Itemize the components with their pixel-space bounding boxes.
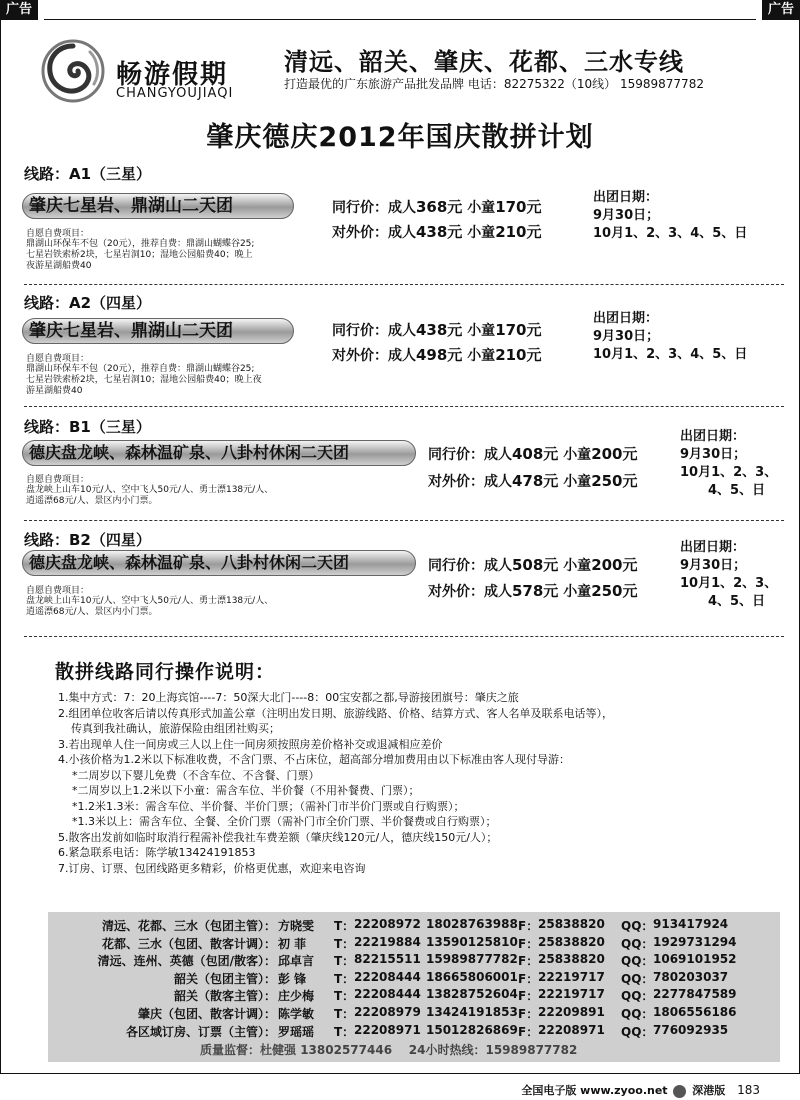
contact-role: 花都、三水（包团、散客计调）： — [101, 936, 276, 951]
ops-item: *1.3米以上：需含车位、全餐、全价门票（需补门市全价门票、半价餐费或自行购票）； — [72, 815, 497, 828]
contact-mobile: 15989877782 — [426, 952, 518, 967]
contact-t-label: T： — [334, 954, 355, 969]
contact-qq-label: QQ： — [621, 954, 654, 969]
contact-t-label: T： — [334, 971, 355, 986]
contact-tel: 22219884 — [354, 934, 421, 949]
trade-price: 同行价：成人368元 小童170元 — [332, 198, 542, 216]
contact-mobile: 18665806001 — [426, 969, 518, 984]
contact-qq: 1929731294 — [653, 934, 737, 949]
trade-price: 同行价：成人408元 小童200元 — [428, 445, 638, 463]
contact-t-label: T： — [334, 1024, 355, 1039]
contact-tel: 22208444 — [354, 969, 421, 984]
contact-qq-label: QQ： — [621, 919, 654, 933]
contact-row — [48, 1023, 780, 1040]
top-border — [44, 19, 756, 20]
page-footer — [521, 1082, 760, 1098]
optional-items-label: 自愿自费项目： — [26, 475, 90, 485]
contact-fax: 25838820 — [538, 917, 605, 931]
route-name-banner: 德庆盘龙峡、森林温矿泉、八卦村休闲二天团 — [22, 440, 416, 466]
contact-qq-label: QQ： — [621, 1024, 654, 1039]
contact-f-label: F： — [518, 936, 539, 951]
ops-item: 4.小孩价格为1.2米以下标准收费，不含门票、不占床位，超高部分增加费用由以下标准由客人现付导游： — [58, 753, 570, 766]
contact-f-label: F： — [518, 1024, 539, 1039]
contact-qq: 780203037 — [653, 969, 729, 984]
contact-row — [48, 1005, 780, 1022]
quality-supervision: 质量监督：杜健强 13802577446 24小时热线：15989877782 — [200, 1043, 578, 1057]
ops-item: 7.订房、订票、包团线路更多精彩，价格更优惠，欢迎来电咨询 — [58, 861, 366, 875]
route-line-label: 线路：B1（三星） — [24, 418, 151, 436]
trade-price: 同行价：成人438元 小童170元 — [332, 321, 542, 339]
divider — [24, 636, 784, 637]
divider — [24, 520, 784, 521]
route-a2 — [20, 292, 790, 402]
contact-t-label: T： — [334, 936, 355, 951]
contact-mobile: 15012826869 — [426, 1022, 518, 1037]
route-b1 — [20, 416, 790, 516]
contact-f-label: F： — [518, 1007, 539, 1021]
left-border — [0, 19, 1, 1073]
ops-item: *二周岁以上1.2米以下小童：需含车位、半价餐（不用补餐费、门票）； — [72, 784, 420, 797]
optional-items-text: 鼎湖山环保车不包（20元），推荐自费：鼎湖山蝴蝶谷25; 七星岩铁索桥2块，七星岩洞10；湿地公园船费40；晚上 夜游星湖船费40 — [26, 239, 255, 271]
brand-name-en: CHANGYOUJIAQI — [116, 86, 234, 101]
route-line-label: 线路：B2（四星） — [24, 531, 151, 549]
optional-items-text: 鼎湖山环保车不包（20元），推荐自费：鼎湖山蝴蝶谷25; 七星岩铁索桥2块，七星岩洞10；湿地公园船费40；晚上夜 游星湖船费40 — [26, 364, 262, 396]
contact-fax: 22209891 — [538, 1005, 605, 1019]
optional-items-label: 自愿自费项目： — [26, 586, 90, 596]
optional-items-label: 自愿自费项目： — [26, 229, 90, 239]
contact-fax: 22208971 — [538, 1022, 605, 1037]
contact-role: 韶关（散客主管）： — [173, 989, 276, 1004]
contact-t-label: T： — [334, 1007, 355, 1021]
ops-title: 散拼线路同行操作说明： — [55, 661, 276, 683]
contact-t-label: T： — [334, 919, 355, 933]
optional-items-text: 盘龙峡上山车10元/人、空中飞人50元/人、勇士漂138元/人、 逍遥漂68元/人、景区内小门票。 — [26, 596, 274, 617]
swirl-logo-icon — [40, 38, 106, 104]
public-price: 对外价：成人498元 小童210元 — [332, 346, 542, 364]
contact-t-label: T： — [334, 989, 355, 1004]
contact-mobile: 13424191853 — [426, 1005, 518, 1019]
departure-dates: 出团日期： 9月30日； 10月1、2、3、4、5、日 — [593, 311, 748, 362]
ops-item: 5.散客出发前如临时取消行程需补偿我社车费差额（肇庆线120元/人，德庆线150元/人）； — [58, 830, 498, 844]
contact-qq-label: QQ： — [621, 971, 654, 986]
contact-f-label: F： — [518, 971, 539, 986]
ops-item: 1.集中方式：7：20上海宾馆----7：50深大北门----8：00宝安都之都,导游接团旗号：肇庆之旅 — [58, 691, 519, 704]
public-price: 对外价：成人478元 小童250元 — [428, 472, 638, 490]
footer-edition: 深港版 — [692, 1084, 726, 1097]
contact-tel: 22208444 — [354, 987, 421, 1002]
public-price: 对外价：成人438元 小童210元 — [332, 223, 542, 241]
ad-label-right: 广告 — [762, 0, 800, 20]
contact-qq: 913417924 — [653, 917, 729, 931]
contact-name: 庄少梅 — [278, 989, 315, 1004]
contact-fax: 25838820 — [538, 934, 605, 949]
contact-role: 清远、花都、三水（包团主管）： — [101, 919, 276, 933]
contact-name: 彭 锋 — [278, 971, 307, 986]
contact-row — [48, 987, 780, 1004]
route-line-label: 线路：A1（三星） — [24, 165, 152, 183]
contact-name: 方晓雯 — [278, 919, 315, 933]
contact-qq: 776092935 — [653, 1022, 729, 1037]
contact-mobile: 18028763988 — [426, 917, 518, 931]
departure-dates: 出团日期： 9月30日； 10月1、2、3、 4、5、日 — [680, 429, 778, 498]
ops-item: 2.组团单位收客后请以传真形式加盖公章（注明出发日期、旅游线路、价格、结算方式、客人名单及联系电话等）， — [58, 706, 613, 720]
departure-dates: 出团日期： 9月30日； 10月1、2、3、4、5、日 — [593, 190, 748, 241]
contact-fax: 22219717 — [538, 969, 605, 984]
header-tagline: 打造最优的广东旅游产品批发品牌 电话：82275322（10线） 15989877782 — [284, 77, 704, 91]
ops-instructions — [58, 690, 778, 876]
contact-qq: 1806556186 — [653, 1005, 737, 1019]
optional-items-label: 自愿自费项目： — [26, 354, 90, 364]
divider — [24, 406, 784, 407]
departure-dates: 出团日期： 9月30日； 10月1、2、3、 4、5、日 — [680, 540, 778, 609]
contact-fax: 25838820 — [538, 952, 605, 967]
contact-qq: 1069101952 — [653, 952, 737, 967]
route-a1 — [20, 163, 790, 283]
contact-qq-label: QQ： — [621, 936, 654, 951]
contact-qq-label: QQ： — [621, 1007, 654, 1021]
brand-name-cn: 畅游假期 — [116, 60, 229, 90]
ad-label-left: 广告 — [0, 0, 38, 20]
contact-tel: 82215511 — [354, 952, 421, 967]
optional-items-text: 盘龙峡上山车10元/人、空中飞人50元/人、勇士漂138元/人、 逍遥漂68元/人、景区内小门票。 — [26, 485, 274, 506]
contact-name: 陈学敏 — [278, 1007, 315, 1021]
contact-name: 初 菲 — [278, 936, 307, 951]
divider — [24, 284, 784, 285]
ops-item: *1.2米1.3米：需含车位、半价餐、半价门票；（需补门市半价门票或自行购票）； — [72, 799, 465, 813]
contact-tel: 22208979 — [354, 1005, 421, 1019]
public-price: 对外价：成人578元 小童250元 — [428, 582, 638, 600]
contact-f-label: F： — [518, 919, 539, 933]
contact-row — [48, 952, 780, 969]
contact-f-label: F： — [518, 989, 539, 1004]
route-name-banner: 肇庆七星岩、鼎湖山二天团 — [22, 318, 294, 344]
ops-item: 6.紧急联系电话：陈学敏13424191853 — [58, 846, 256, 859]
contact-tel: 22208972 — [354, 917, 421, 931]
contact-mobile: 13590125810 — [426, 934, 518, 949]
bottom-border — [0, 1073, 800, 1074]
route-b2 — [20, 529, 790, 629]
header-routes-title: 清远、韶关、肇庆、花都、三水专线 — [284, 48, 684, 76]
contact-role: 各区域订房、订票（主管）： — [125, 1024, 276, 1039]
page-number: 183 — [737, 1083, 760, 1097]
contact-role: 肇庆（包团、散客计调）： — [137, 1007, 276, 1021]
route-line-label: 线路：A2（四星） — [24, 294, 152, 312]
contact-tel: 22208971 — [354, 1022, 421, 1037]
contact-row — [48, 917, 780, 934]
contact-fax: 22219717 — [538, 987, 605, 1002]
contact-row — [48, 970, 780, 987]
page-title: 肇庆德庆2012年国庆散拼计划 — [206, 122, 594, 153]
contact-f-label: F： — [518, 954, 539, 969]
contact-role: 清远、连州、英德（包团/散客）： — [97, 954, 276, 969]
contact-role: 韶关（包团主管）： — [173, 971, 276, 986]
contact-name: 邱卓言 — [278, 954, 315, 969]
ops-item: 传真到我社确认，旅游保险由组团社购买； — [71, 722, 280, 735]
trade-price: 同行价：成人508元 小童200元 — [428, 556, 638, 574]
contact-row — [48, 935, 780, 952]
route-name-banner: 肇庆七星岩、鼎湖山二天团 — [22, 193, 294, 219]
contact-mobile: 13828752604 — [426, 987, 518, 1002]
edition-badge-icon — [673, 1085, 686, 1098]
contact-qq: 2277847589 — [653, 987, 737, 1002]
contact-name: 罗瑶瑶 — [278, 1024, 315, 1039]
ops-item: 3.若出现单人住一间房或三人以上住一间房须按照房差价格补交或退减相应差价 — [58, 737, 443, 751]
contact-qq-label: QQ： — [621, 989, 654, 1004]
route-name-banner: 德庆盘龙峡、森林温矿泉、八卦村休闲二天团 — [22, 550, 416, 576]
footer-site: 全国电子版 www.zyoo.net — [521, 1084, 668, 1097]
ops-item: *二周岁以下婴儿免费（不含车位、不含餐、门票） — [72, 768, 320, 782]
